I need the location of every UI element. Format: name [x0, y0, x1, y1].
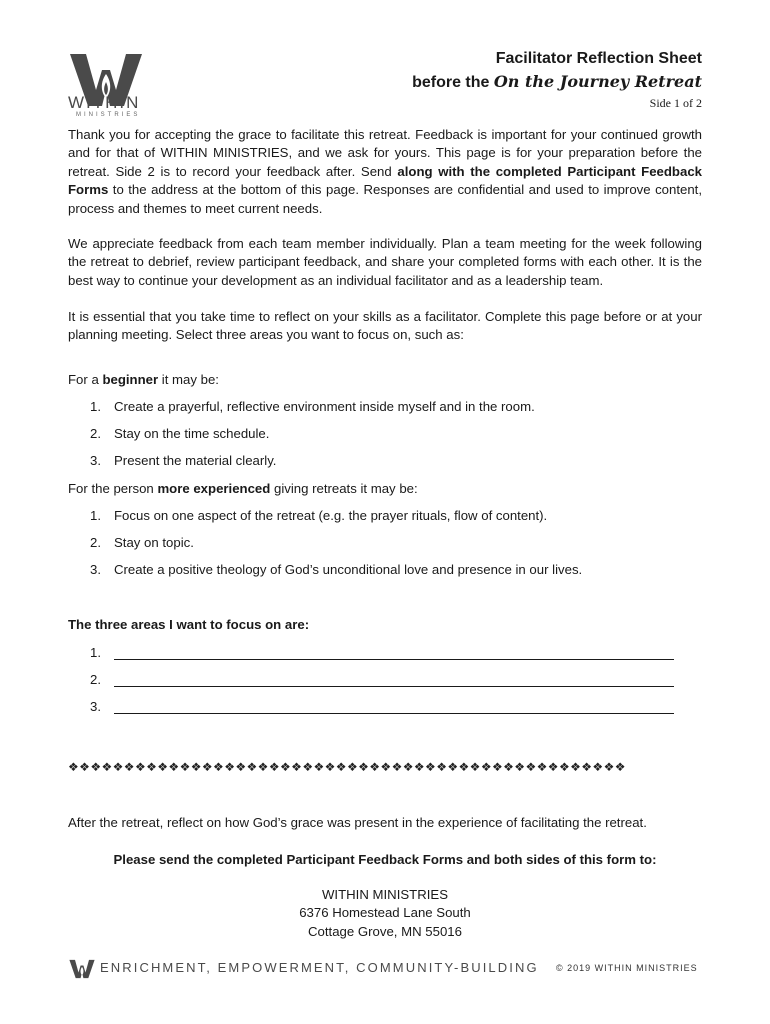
page-indicator: Side 1 of 2 — [649, 96, 702, 110]
list-item: 3. Create a positive theology of God’s unconditional love and presence in our lives. — [90, 562, 583, 577]
list-item: 3. Present the material clearly. — [90, 453, 277, 468]
focus-area-2-input[interactable] — [114, 686, 674, 687]
address-line: WITHIN MINISTRIES — [321, 887, 448, 902]
focus-number: 1. — [90, 645, 101, 660]
logo-subtitle: MINISTRIES — [76, 112, 141, 118]
focus-number: 2. — [90, 672, 101, 687]
diamond-divider: ❖❖❖❖❖❖❖❖❖❖❖❖❖❖❖❖❖❖❖❖❖❖❖❖❖❖❖❖❖❖❖❖❖❖❖❖❖❖❖❖❖❖❖❖❖❖❖❖❖❖ — [68, 760, 626, 774]
footer-tagline: ENRICHMENT, EMPOWERMENT, COMMUNITY-BUILDING — [100, 960, 539, 975]
list-item: 1. Focus on one aspect of the retreat (e.g. the prayer rituals, flow of content). — [90, 508, 548, 523]
address-line: Cottage Grove, MN 55016 — [308, 924, 462, 939]
reflection-paragraph: It is essential that you take time to reflect on your skills as a facilitator. Complete this page before or at your planning meeting. Select three areas you want to focus on, such as: — [68, 309, 702, 343]
focus-area-3-input[interactable] — [114, 713, 674, 714]
focus-heading: The three areas I want to focus on are: — [68, 617, 310, 632]
focus-area-1-input[interactable] — [114, 659, 674, 660]
experienced-heading: For the person more experienced giving retreats it may be: — [68, 481, 418, 496]
after-retreat-text: After the retreat, reflect on how God’s grace was present in the experience of facilitating the retreat. — [68, 815, 647, 830]
list-item: 2. Stay on topic. — [90, 535, 194, 550]
send-instructions: Please send the completed Participant Feedback Forms and both sides of this form to: — [113, 852, 657, 867]
beginner-heading: For a beginner it may be: — [68, 372, 219, 387]
list-item: 2. Stay on the time schedule. — [90, 426, 270, 441]
focus-number: 3. — [90, 699, 101, 714]
copyright: © 2019 WITHIN MINISTRIES — [556, 963, 698, 973]
retreat-name: On the Journey Retreat — [493, 72, 702, 91]
page-title: Facilitator Reflection Sheet — [495, 50, 702, 67]
team-feedback-paragraph: We appreciate feedback from each team member individually. Plan a team meeting for the week following the retreat to debrief, review participant feedback, and share your completed forms with each other. It is the best way to continue your development as an individual facilitator and as a leadership team. — [68, 236, 702, 288]
address-line: 6376 Homestead Lane South — [299, 905, 471, 920]
page-subtitle: before the On the Journey Retreat — [412, 72, 702, 91]
logo-wordmark: WITHIN — [68, 93, 141, 112]
intro-paragraph: Thank you for accepting the grace to facilitate this retreat. Feedback is important for your continued growth and for that of WITHIN MINISTRIES, and we ask for yours. This page is for your preparation before the retreat. Side 2 is to record your feedback after. Send along with the completed Participant Feedback Forms to the address at the bottom of this page. Responses are confidential and used to improve content, process and themes to meet current needs. — [68, 127, 702, 216]
footer-logo-icon — [68, 956, 96, 982]
list-item: 1. Create a prayerful, reflective environment inside myself and in the room. — [90, 399, 535, 414]
